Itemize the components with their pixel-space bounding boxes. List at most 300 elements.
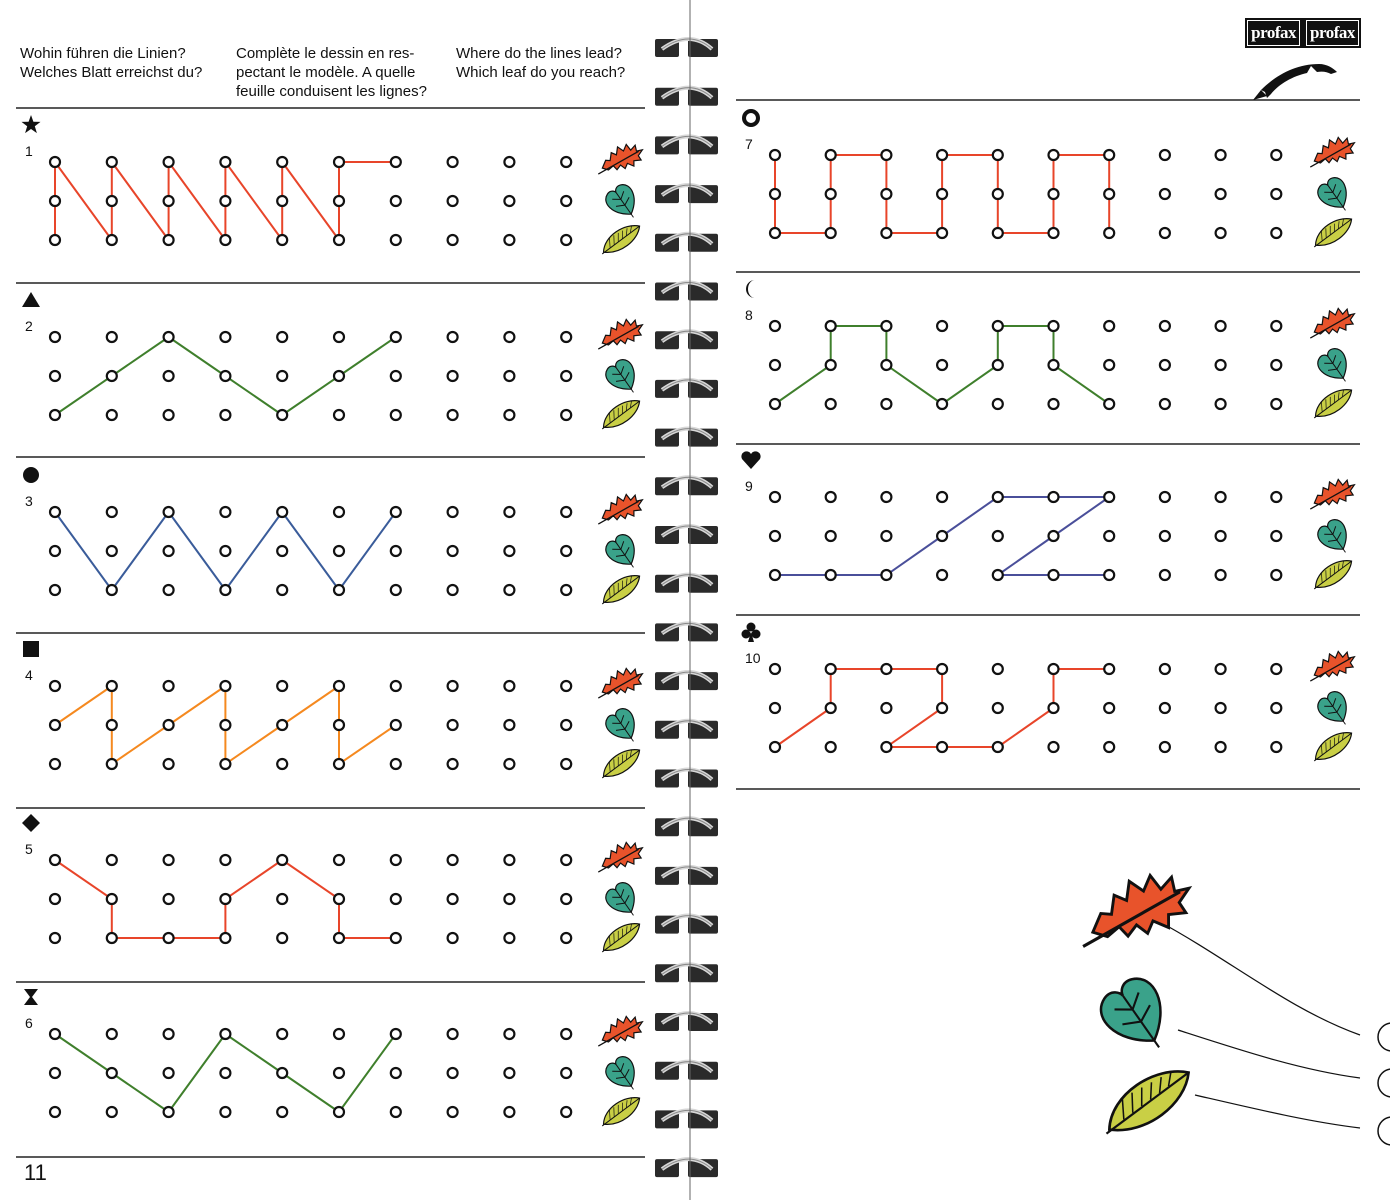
large-oak-leaf-icon: [1067, 862, 1200, 960]
grid-dot: [277, 1107, 287, 1117]
grid-dot: [937, 664, 947, 674]
triangle-icon: [22, 292, 40, 307]
grid-dot: [881, 742, 891, 752]
spiral-ring: [655, 623, 718, 641]
grid-dot: [504, 235, 514, 245]
grid-dot: [220, 894, 230, 904]
grid-dot: [937, 228, 947, 238]
grid-dot: [1049, 570, 1059, 580]
spiral-ring: [655, 575, 718, 593]
grid-dot: [107, 681, 117, 691]
grid-dot: [107, 1029, 117, 1039]
grid-dot: [770, 570, 780, 580]
grid-dot: [1160, 703, 1170, 713]
spiral-ring: [655, 136, 718, 154]
grid-dot: [334, 1029, 344, 1039]
grid-dot: [448, 585, 458, 595]
grid-dot: [448, 410, 458, 420]
grid-dot: [881, 703, 891, 713]
grid-dot: [1104, 360, 1114, 370]
grid-dot: [504, 1029, 514, 1039]
grid-dot: [1216, 703, 1226, 713]
grid-dot: [334, 546, 344, 556]
grid-dot: [504, 507, 514, 517]
instruction-english: Where do the lines lead? Which leaf do you reach?: [456, 45, 626, 81]
grid-dot: [220, 681, 230, 691]
grid-dot: [504, 196, 514, 206]
grid-dot: [1049, 228, 1059, 238]
grid-dot: [164, 894, 174, 904]
grid-dot: [770, 531, 780, 541]
grid-dot: [561, 332, 571, 342]
grid-dot: [50, 196, 60, 206]
spiral-ring: [655, 526, 718, 544]
grid-dot: [881, 189, 891, 199]
grid-dot: [164, 855, 174, 865]
grid-dot: [1216, 150, 1226, 160]
grid-dot: [277, 332, 287, 342]
string-end-dot: [1378, 1117, 1390, 1145]
grid-dot: [937, 189, 947, 199]
spiral-ring: [655, 1062, 718, 1080]
grid-dot: [448, 720, 458, 730]
puzzle-6: [24, 989, 647, 1130]
grid-dot: [50, 894, 60, 904]
grid-dot: [826, 189, 836, 199]
grid-dot: [448, 371, 458, 381]
grid-dot: [391, 235, 401, 245]
grid-dot: [50, 933, 60, 943]
oak-leaf-icon: [1304, 646, 1359, 687]
grid-dot: [334, 235, 344, 245]
puzzle-number: 2: [25, 318, 33, 334]
puzzle-number: 6: [25, 1015, 33, 1031]
puzzle-2: [22, 292, 647, 433]
grid-dot: [334, 1107, 344, 1117]
grid-dot: [334, 720, 344, 730]
grid-dot: [391, 410, 401, 420]
oval-leaf-icon: [1308, 214, 1357, 251]
spiral-ring: [655, 283, 718, 301]
spiral-ring: [655, 818, 718, 836]
grid-dot: [1160, 321, 1170, 331]
grid-dot: [448, 855, 458, 865]
oak-leaf-icon: [1304, 474, 1359, 515]
grid-dot: [770, 492, 780, 502]
grid-dot: [1049, 360, 1059, 370]
grid-dot: [50, 371, 60, 381]
grid-dot: [937, 321, 947, 331]
grid-dot: [1160, 399, 1170, 409]
grid-dot: [1104, 664, 1114, 674]
grid-dot: [504, 681, 514, 691]
dolphin-icon: [1253, 64, 1337, 100]
grid-dot: [504, 410, 514, 420]
page-number: 11: [24, 1160, 47, 1185]
oak-leaf-icon: [592, 489, 647, 530]
grid-dot: [1160, 492, 1170, 502]
spiral-ring: [655, 331, 718, 349]
oval-leaf-icon: [1308, 556, 1357, 593]
grid-dot: [561, 720, 571, 730]
grid-dot: [561, 546, 571, 556]
grid-dot: [1049, 742, 1059, 752]
large-heart-leaf-icon: [1093, 971, 1183, 1064]
grid-dot: [50, 546, 60, 556]
puzzle-3: [23, 467, 647, 608]
grid-dot: [277, 720, 287, 730]
grid-dot: [826, 360, 836, 370]
grid-dot: [826, 742, 836, 752]
grid-dot: [881, 228, 891, 238]
ring-icon: [744, 111, 758, 125]
grid-dot: [1271, 228, 1281, 238]
grid-dot: [993, 399, 1003, 409]
grid-dot: [50, 1107, 60, 1117]
grid-dot: [391, 507, 401, 517]
grid-dot: [993, 703, 1003, 713]
grid-dot: [1160, 664, 1170, 674]
grid-dot: [1049, 150, 1059, 160]
grid-dot: [107, 196, 117, 206]
grid-dot: [770, 189, 780, 199]
grid-dot: [1271, 360, 1281, 370]
grid-dot: [1216, 664, 1226, 674]
grid-dot: [881, 150, 891, 160]
logo-text-2: profax: [1306, 20, 1359, 46]
grid-dot: [1160, 742, 1170, 752]
moon-icon: [746, 280, 755, 298]
grid-dot: [1216, 492, 1226, 502]
grid-dot: [1216, 321, 1226, 331]
grid-dot: [50, 759, 60, 769]
grid-dot: [448, 1068, 458, 1078]
grid-dot: [334, 855, 344, 865]
grid-dot: [826, 570, 836, 580]
puzzle-number: 5: [25, 841, 33, 857]
leaf-string: [1195, 1095, 1360, 1128]
puzzle-number: 9: [745, 478, 753, 494]
heart-icon: [741, 451, 760, 469]
grid-dot: [561, 507, 571, 517]
grid-dot: [448, 546, 458, 556]
spiral-ring: [655, 1159, 718, 1177]
grid-dot: [993, 531, 1003, 541]
grid-dot: [391, 371, 401, 381]
grid-dot: [826, 228, 836, 238]
grid-dot: [334, 371, 344, 381]
grid-dot: [220, 759, 230, 769]
grid-dot: [220, 585, 230, 595]
oak-leaf-icon: [592, 139, 647, 180]
grid-dot: [391, 933, 401, 943]
puzzle-number: 3: [25, 493, 33, 509]
grid-dot: [1104, 742, 1114, 752]
grid-dot: [50, 1029, 60, 1039]
heart-leaf-icon: [1314, 688, 1357, 732]
spiral-ring: [655, 867, 718, 885]
grid-dot: [937, 703, 947, 713]
grid-dot: [993, 360, 1003, 370]
grid-dot: [561, 157, 571, 167]
grid-dot: [1049, 321, 1059, 331]
puzzle-4: [23, 641, 647, 782]
grid-dot: [107, 235, 117, 245]
grid-dot: [1160, 228, 1170, 238]
puzzle-5: [22, 814, 647, 956]
grid-dot: [826, 399, 836, 409]
grid-dot: [391, 681, 401, 691]
spiral-ring: [655, 672, 718, 690]
grid-dot: [334, 759, 344, 769]
large-oval-leaf-icon: [1093, 1060, 1201, 1142]
puzzle-1: [22, 115, 647, 258]
grid-dot: [826, 150, 836, 160]
grid-dot: [50, 1068, 60, 1078]
grid-dot: [1160, 531, 1170, 541]
oval-leaf-icon: [1308, 385, 1357, 422]
grid-dot: [50, 855, 60, 865]
grid-dot: [334, 410, 344, 420]
leaf-string: [1160, 922, 1360, 1035]
grid-dot: [561, 585, 571, 595]
grid-dot: [220, 332, 230, 342]
grid-dot: [504, 1068, 514, 1078]
grid-dot: [1160, 150, 1170, 160]
grid-dot: [107, 371, 117, 381]
grid-dot: [993, 492, 1003, 502]
grid-dot: [107, 507, 117, 517]
grid-dot: [937, 360, 947, 370]
grid-dot: [504, 332, 514, 342]
grid-dot: [391, 855, 401, 865]
grid-dot: [1104, 570, 1114, 580]
grid-dot: [164, 681, 174, 691]
grid-dot: [164, 546, 174, 556]
grid-dot: [334, 332, 344, 342]
grid-dot: [561, 371, 571, 381]
puzzle-7: [744, 111, 1359, 251]
grid-dot: [1160, 360, 1170, 370]
grid-dot: [1271, 531, 1281, 541]
grid-dot: [504, 894, 514, 904]
grid-dot: [277, 371, 287, 381]
grid-dot: [277, 507, 287, 517]
grid-dot: [1271, 150, 1281, 160]
grid-dot: [937, 570, 947, 580]
grid-dot: [993, 150, 1003, 160]
grid-dot: [504, 720, 514, 730]
grid-dot: [107, 720, 117, 730]
grid-dot: [334, 507, 344, 517]
puzzle-10: [742, 623, 1359, 766]
heart-leaf-icon: [1314, 516, 1357, 560]
grid-dot: [1104, 189, 1114, 199]
grid-dot: [881, 321, 891, 331]
grid-dot: [561, 894, 571, 904]
grid-dot: [220, 235, 230, 245]
grid-dot: [1104, 321, 1114, 331]
grid-dot: [504, 933, 514, 943]
grid-dot: [561, 855, 571, 865]
oval-leaf-icon: [596, 919, 645, 956]
grid-dot: [1104, 492, 1114, 502]
grid-dot: [881, 360, 891, 370]
grid-dot: [391, 157, 401, 167]
grid-dot: [220, 157, 230, 167]
grid-dot: [1049, 399, 1059, 409]
heart-leaf-icon: [602, 879, 645, 923]
leaves-illustration: [1067, 862, 1390, 1145]
grid-dot: [1049, 492, 1059, 502]
oval-leaf-icon: [596, 221, 645, 258]
grid-dot: [334, 585, 344, 595]
grid-dot: [164, 1068, 174, 1078]
grid-dot: [220, 507, 230, 517]
spiral-ring: [655, 39, 718, 57]
grid-dot: [993, 570, 1003, 580]
grid-dot: [391, 332, 401, 342]
heart-leaf-icon: [602, 181, 645, 225]
grid-dot: [164, 507, 174, 517]
grid-dot: [277, 235, 287, 245]
grid-dot: [107, 546, 117, 556]
puzzle-number: 1: [25, 143, 33, 159]
oak-leaf-icon: [1304, 132, 1359, 173]
grid-dot: [220, 855, 230, 865]
instruction-french: Complète le dessin en res- pectant le modèle. A quelle feuille conduisent les lignes?: [236, 45, 427, 100]
grid-dot: [164, 720, 174, 730]
grid-dot: [391, 585, 401, 595]
grid-dot: [448, 507, 458, 517]
grid-dot: [504, 157, 514, 167]
grid-dot: [937, 150, 947, 160]
grid-dot: [937, 742, 947, 752]
heart-leaf-icon: [602, 531, 645, 575]
grid-dot: [1271, 399, 1281, 409]
grid-dot: [826, 531, 836, 541]
grid-dot: [993, 664, 1003, 674]
grid-dot: [504, 585, 514, 595]
grid-dot: [220, 1029, 230, 1039]
grid-dot: [561, 196, 571, 206]
grid-dot: [277, 894, 287, 904]
grid-dot: [391, 546, 401, 556]
grid-dot: [1160, 189, 1170, 199]
grid-dot: [107, 410, 117, 420]
grid-dot: [277, 1029, 287, 1039]
grid-dot: [277, 681, 287, 691]
grid-dot: [50, 235, 60, 245]
grid-dot: [107, 1107, 117, 1117]
grid-dot: [277, 157, 287, 167]
grid-dot: [220, 196, 230, 206]
puzzle-8: [745, 280, 1359, 422]
grid-dot: [1271, 492, 1281, 502]
grid-dot: [334, 157, 344, 167]
grid-dot: [448, 157, 458, 167]
grid-dot: [164, 1107, 174, 1117]
grid-dot: [277, 1068, 287, 1078]
grid-dot: [107, 157, 117, 167]
grid-dot: [881, 664, 891, 674]
grid-dot: [1049, 703, 1059, 713]
grid-dot: [448, 1029, 458, 1039]
grid-dot: [504, 371, 514, 381]
grid-dot: [220, 1107, 230, 1117]
grid-dot: [937, 492, 947, 502]
grid-dot: [107, 332, 117, 342]
grid-dot: [770, 360, 780, 370]
grid-dot: [1271, 664, 1281, 674]
grid-dot: [50, 507, 60, 517]
grid-dot: [448, 332, 458, 342]
grid-dot: [50, 720, 60, 730]
grid-dot: [448, 196, 458, 206]
grid-dot: [504, 759, 514, 769]
grid-dot: [770, 228, 780, 238]
grid-dot: [50, 410, 60, 420]
grid-dot: [391, 196, 401, 206]
instruction-german: Wohin führen die Linien? Welches Blatt erreichst du?: [20, 45, 203, 81]
oval-leaf-icon: [1308, 728, 1357, 765]
grid-dot: [391, 1068, 401, 1078]
grid-dot: [770, 664, 780, 674]
grid-dot: [448, 681, 458, 691]
spiral-ring: [655, 964, 718, 982]
grid-dot: [993, 742, 1003, 752]
heart-leaf-icon: [602, 705, 645, 749]
spiral-ring: [655, 916, 718, 934]
puzzle-number: 4: [25, 667, 33, 683]
grid-dot: [561, 1029, 571, 1039]
grid-dot: [993, 189, 1003, 199]
grid-dot: [881, 399, 891, 409]
grid-dot: [1216, 189, 1226, 199]
grid-dot: [220, 410, 230, 420]
oak-leaf-icon: [592, 837, 647, 878]
spiral-ring: [655, 185, 718, 203]
oval-leaf-icon: [596, 1093, 645, 1130]
star-icon: [22, 115, 41, 133]
grid-dot: [826, 703, 836, 713]
spiral-ring: [655, 1110, 718, 1128]
grid-dot: [1160, 570, 1170, 580]
grid-dot: [1104, 399, 1114, 409]
club-icon: [742, 623, 761, 643]
spiral-ring: [655, 721, 718, 739]
grid-dot: [277, 759, 287, 769]
grid-dot: [1216, 531, 1226, 541]
grid-dot: [1271, 742, 1281, 752]
grid-dot: [391, 1107, 401, 1117]
grid-dot: [561, 1107, 571, 1117]
grid-dot: [1049, 189, 1059, 199]
grid-dot: [1271, 189, 1281, 199]
oak-leaf-icon: [592, 314, 647, 355]
grid-dot: [561, 410, 571, 420]
grid-dot: [164, 196, 174, 206]
grid-dot: [164, 585, 174, 595]
grid-dot: [504, 546, 514, 556]
grid-dot: [826, 492, 836, 502]
square-icon: [23, 641, 39, 657]
grid-dot: [561, 235, 571, 245]
grid-dot: [50, 681, 60, 691]
heart-leaf-icon: [1314, 345, 1357, 389]
oak-leaf-icon: [592, 663, 647, 704]
grid-dot: [107, 1068, 117, 1078]
